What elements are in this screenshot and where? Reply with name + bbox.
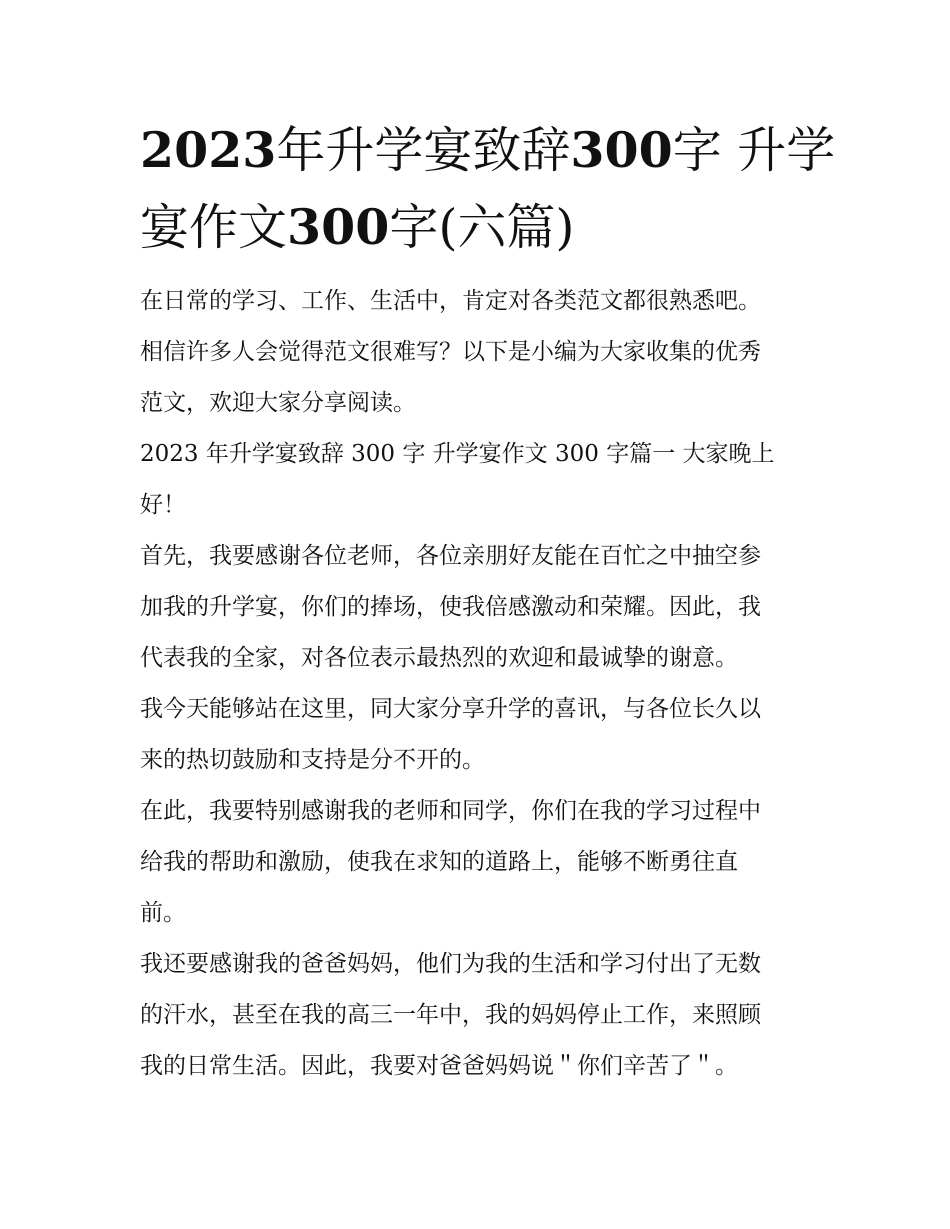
- text-line: 的汗水，甚至在我的高三一年中，我的妈妈停止工作，来照顾: [140, 1002, 761, 1028]
- title-number: 300: [287, 198, 390, 256]
- paragraph-thanks-teachers: [140, 786, 820, 939]
- paragraph-section-heading: [140, 429, 820, 531]
- paragraph-thanks-guests: [140, 531, 820, 684]
- text-line: 在此，我要特别感谢我的老师和同学，你们在我的学习过程中: [140, 798, 761, 824]
- title-line-1: [140, 112, 836, 189]
- text-line: 我的日常生活。因此，我要对爸爸妈妈说＂你们辛苦了＂。: [140, 1053, 738, 1079]
- document-body: [140, 276, 820, 1092]
- paragraph-intro: [140, 276, 820, 429]
- text-line: 前。: [140, 900, 186, 926]
- text-line: 加我的升学宴，你们的捧场，使我倍感激动和荣耀。因此，我: [140, 594, 761, 620]
- text-line: 来的热切鼓励和支持是分不开的。: [140, 747, 485, 773]
- title-text-segment: 字(六篇): [389, 199, 575, 256]
- title-year: 2023: [140, 121, 277, 179]
- text-line: 我今天能够站在这里，同大家分享升学的喜讯，与各位长久以: [140, 696, 761, 722]
- text-line: 在日常的学习、工作、生活中，肯定对各类范文都很熟悉吧。: [140, 288, 761, 314]
- text-line: 我还要感谢我的爸爸妈妈，他们为我的生活和学习付出了无数: [140, 951, 761, 977]
- text-line: 首先，我要感谢各位老师，各位亲朋好友能在百忙之中抽空参: [140, 543, 761, 569]
- title-number: 300: [570, 121, 673, 179]
- text-line: 相信许多人会觉得范文很难写？以下是小编为大家收集的优秀: [140, 339, 761, 365]
- paragraph-thanks-parents: [140, 939, 820, 1092]
- title-text-segment: 宴作文: [140, 199, 288, 256]
- title-line-2: [140, 189, 820, 266]
- paragraph-share-news: [140, 684, 820, 786]
- document-title: [140, 112, 836, 266]
- text-line: 代表我的全家，对各位表示最热烈的欢迎和最诚挚的谢意。: [140, 645, 738, 671]
- text-line: 范文，欢迎大家分享阅读。: [140, 390, 416, 416]
- text-line: 2023 年升学宴致辞 300 字 升学宴作文 300 字篇一 大家晚上: [140, 441, 775, 467]
- text-line: 给我的帮助和激励，使我在求知的道路上，能够不断勇往直: [140, 849, 738, 875]
- title-text-segment: 字 升学: [672, 122, 836, 179]
- title-text-segment: 年升学宴致辞: [276, 122, 571, 179]
- text-line: 好！: [140, 492, 186, 518]
